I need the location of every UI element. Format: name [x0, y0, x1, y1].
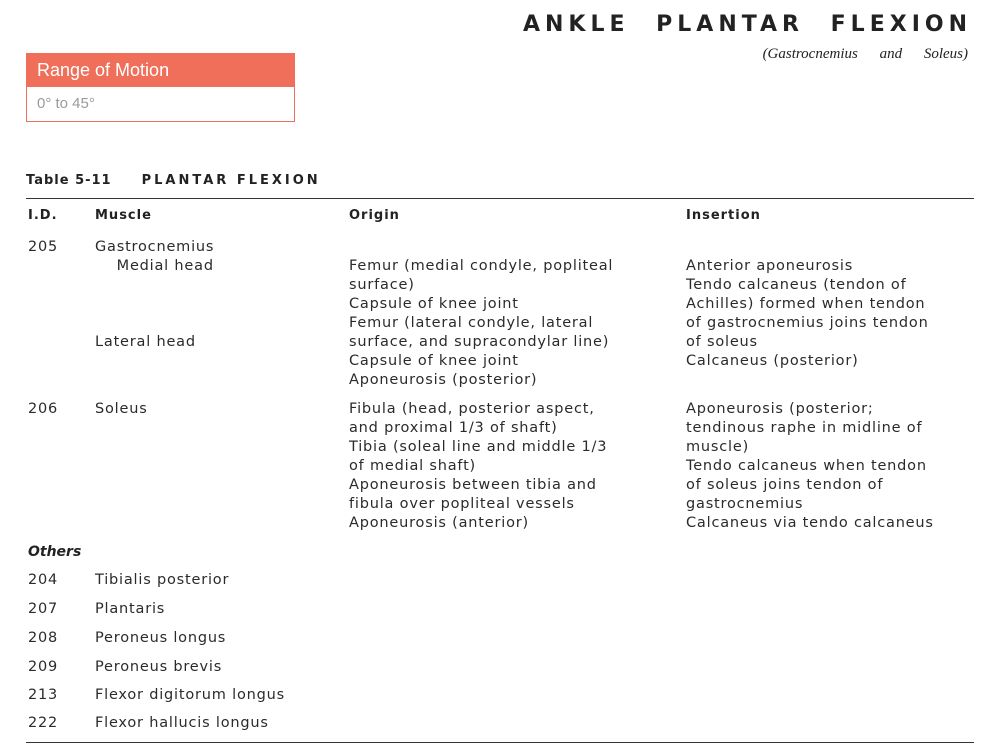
other-muscle: Peroneus brevis — [95, 659, 223, 675]
other-id: 213 — [28, 687, 59, 703]
other-id: 208 — [28, 630, 59, 646]
other-id: 204 — [28, 572, 59, 588]
range-of-motion-value: 0° to 45° — [37, 95, 95, 112]
table-bottom-rule — [26, 742, 974, 743]
table-caption — [26, 173, 321, 188]
other-id: 209 — [28, 659, 59, 675]
others-label: Others — [28, 544, 82, 560]
range-of-motion-box — [26, 53, 295, 122]
row-insertion: Aponeurosis (posterior; tendinous raphe in midline of muscle) Tendo calcaneus when tendon of soleus joins tendon of gastrocnemius Calcaneus via tendo calcaneus — [686, 401, 934, 531]
row-id: 206 — [28, 401, 59, 417]
page-title: ANKLE PLANTAR FLEXION — [522, 12, 972, 37]
page-subtitle: (Gastrocnemius and Soleus) — [762, 46, 968, 62]
other-id: 207 — [28, 601, 59, 617]
table-top-rule — [26, 198, 974, 199]
other-muscle: Peroneus longus — [95, 630, 227, 646]
row-muscle: Gastrocnemius Medial head Lateral head — [95, 239, 215, 350]
range-of-motion-label: Range of Motion — [27, 54, 294, 87]
other-muscle: Flexor digitorum longus — [95, 687, 285, 703]
row-origin: Femur (medial condyle, popliteal surface) Capsule of knee joint Femur (lateral condyle, lateral surface, and supracondylar line) Capsule of knee joint Aponeurosis (posterior) — [349, 258, 614, 388]
row-muscle: Soleus — [95, 401, 148, 417]
table-name: PLANTAR FLEXION — [141, 173, 321, 188]
row-id: 205 — [28, 239, 59, 255]
other-muscle: Tibialis posterior — [95, 572, 230, 588]
column-header-insertion: Insertion — [686, 208, 761, 223]
row-origin: Fibula (head, posterior aspect, and proximal 1/3 of shaft) Tibia (soleal line and middle 1/3 of medial shaft) Aponeurosis between tibia and fibula over popliteal vessels Aponeurosis (anterior) — [349, 401, 608, 531]
other-muscle: Plantaris — [95, 601, 166, 617]
other-id: 222 — [28, 715, 59, 731]
row-insertion: Anterior aponeurosis Tendo calcaneus (tendon of Achilles) formed when tendon of gastrocnemius joins tendon of soleus Calcaneus (posterior) — [686, 258, 929, 369]
other-muscle: Flexor hallucis longus — [95, 715, 269, 731]
column-header-muscle: Muscle — [95, 208, 152, 223]
column-header-id: I.D. — [28, 208, 58, 223]
column-header-origin: Origin — [349, 208, 400, 223]
table-number: Table 5-11 — [26, 173, 112, 188]
